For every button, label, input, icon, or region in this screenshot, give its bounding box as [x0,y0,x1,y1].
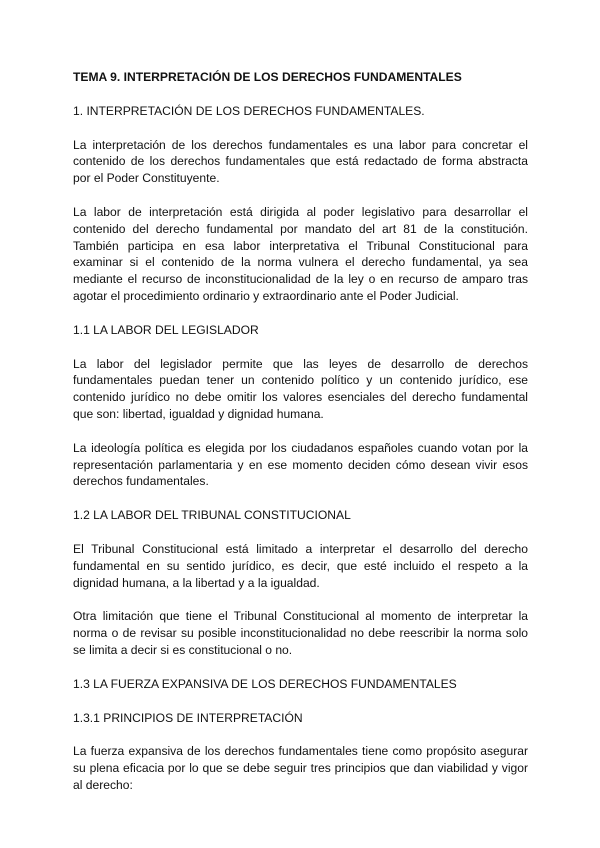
section-heading-1-2: 1.2 LA LABOR DEL TRIBUNAL CONSTITUCIONAL [73,508,351,523]
paragraph: El Tribunal Constitucional está limitado a interpretar el desarrollo del derecho fundamental en su sentido jurídico, es decir, que esté incluido el respeto a la dignidad humana, a la libertad y a la igualdad. [73,541,528,590]
paragraph: La labor del legislador permite que las leyes de desarrollo de derechos fundamentales puedan tener un contenido político y un contenido jurídico, ese contenido jurídico no debe omitir los valores esenciales del derecho fundamental que son: libertad, igualdad y dignidad humana. [73,356,528,421]
section-heading-1-3: 1.3 LA FUERZA EXPANSIVA DE LOS DERECHOS FUNDAMENTALES [73,676,457,691]
paragraph: La ideología política es elegida por los ciudadanos españoles cuando votan por la representación parlamentaria y en ese momento deciden cómo desean vivir esos derechos fundamentales. [73,440,528,489]
document-page [73,69,528,811]
section-heading-1-3-1: 1.3.1 PRINCIPIOS DE INTERPRETACIÓN [73,710,303,725]
paragraph: La fuerza expansiva de los derechos fundamentales tiene como propósito asegurar su plena eficacia por lo que se debe seguir tres principios que dan viabilidad y vigor al derecho: [73,744,528,792]
paragraph: La interpretación de los derechos fundamentales es una labor para concretar el contenido de los derechos fundamentales que está redactado de forma abstracta por el Poder Constituyente. [73,137,528,186]
paragraph: Otra limitación que tiene el Tribunal Constitucional al momento de interpretar la norma o de revisar su posible inconstitucionalidad no debe reescribir la norma solo se limita a decir si es constitucional o no. [73,609,528,657]
document-title: TEMA 9. INTERPRETACIÓN DE LOS DERECHOS FUNDAMENTALES [73,70,462,84]
paragraph: La labor de interpretación está dirigida al poder legislativo para desarrollar el contenido del derecho fundamental por mandato del art 81 de la constitución. También participa en esa labor interpretativa el Tribunal Constitucional para examinar si el contenido de la norma vulnera el derecho fundamental, ya sea mediante el recurso de inconstitucionalidad de la ley o en recurso de amparo tras agotar el procedimiento ordinario y extraordinario ante el Poder Judicial. [73,204,528,303]
section-heading-1: 1. INTERPRETACIÓN DE LOS DERECHOS FUNDAMENTALES. [73,103,425,118]
section-heading-1-1: 1.1 LA LABOR DEL LEGISLADOR [73,322,259,337]
